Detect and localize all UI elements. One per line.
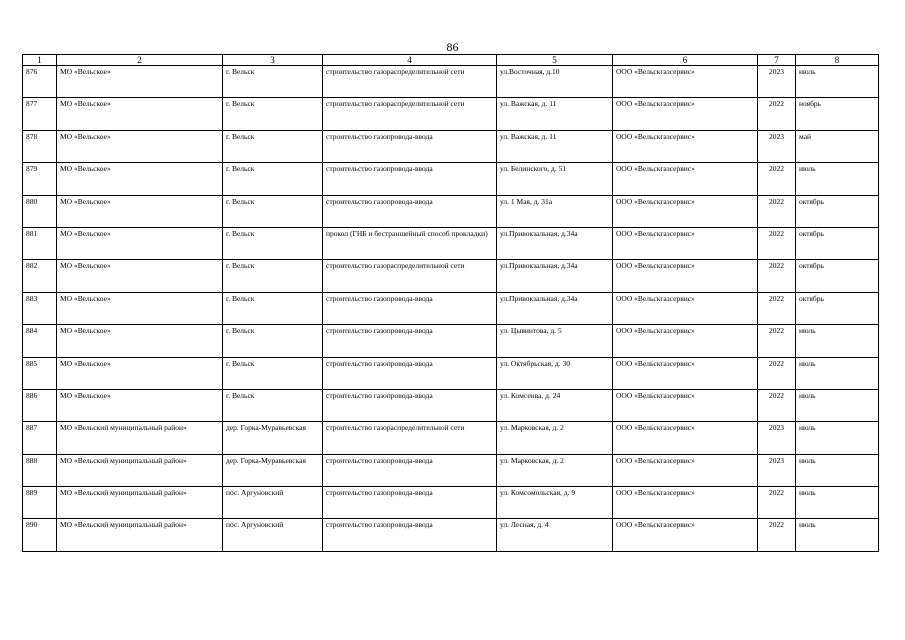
cell-row-number: 879: [23, 163, 57, 195]
cell-contractor: ООО «Вельскгазсервис»: [613, 195, 758, 227]
cell-year: 2023: [758, 66, 796, 98]
cell-year: 2022: [758, 292, 796, 324]
cell-municipality: МО «Вельское»: [57, 195, 223, 227]
cell-address: ул. Марковская, д. 2: [497, 454, 613, 486]
column-header: 1: [23, 55, 57, 66]
cell-municipality: МО «Вельское»: [57, 389, 223, 421]
cell-month: июль: [796, 325, 879, 357]
table-row: [23, 519, 879, 551]
cell-settlement: г. Вельск: [223, 130, 323, 162]
cell-month: июль: [796, 422, 879, 454]
table-row: [23, 227, 879, 259]
table-body: [23, 66, 879, 552]
cell-work-type: строительство газопровода-ввода: [323, 292, 497, 324]
cell-municipality: МО «Вельский муниципальный район»: [57, 519, 223, 551]
cell-row-number: 885: [23, 357, 57, 389]
cell-settlement: пос. Аргуновский: [223, 519, 323, 551]
cell-contractor: ООО «Вельскгазсервис»: [613, 260, 758, 292]
table-row: [23, 66, 879, 98]
cell-address: ул.Привокзальная, д.34а: [497, 260, 613, 292]
cell-contractor: ООО «Вельскгазсервис»: [613, 325, 758, 357]
cell-contractor: ООО «Вельскгазсервис»: [613, 292, 758, 324]
cell-contractor: ООО «Вельскгазсервис»: [613, 487, 758, 519]
column-header: 2: [57, 55, 223, 66]
cell-year: 2022: [758, 325, 796, 357]
column-header: 6: [613, 55, 758, 66]
table-row: [23, 487, 879, 519]
cell-month: июль: [796, 163, 879, 195]
table-row: [23, 130, 879, 162]
cell-month: июль: [796, 389, 879, 421]
cell-work-type: строительство газораспределительной сети: [323, 260, 497, 292]
cell-year: 2022: [758, 98, 796, 130]
cell-row-number: 887: [23, 422, 57, 454]
cell-contractor: ООО «Вельскгазсервис»: [613, 130, 758, 162]
cell-municipality: МО «Вельское»: [57, 66, 223, 98]
cell-work-type: строительство газопровода-ввода: [323, 357, 497, 389]
cell-address: ул.Восточная, д.10: [497, 66, 613, 98]
cell-settlement: г. Вельск: [223, 325, 323, 357]
table-header: [23, 55, 879, 66]
cell-month: июль: [796, 66, 879, 98]
cell-settlement: г. Вельск: [223, 260, 323, 292]
page-number: 86: [446, 40, 459, 54]
cell-work-type: строительство газопровода-ввода: [323, 519, 497, 551]
cell-contractor: ООО «Вельскгазсервис»: [613, 389, 758, 421]
cell-year: 2022: [758, 227, 796, 259]
cell-year: 2022: [758, 195, 796, 227]
cell-year: 2022: [758, 389, 796, 421]
cell-row-number: 880: [23, 195, 57, 227]
cell-work-type: строительство газопровода-ввода: [323, 163, 497, 195]
cell-contractor: ООО «Вельскгазсервис»: [613, 66, 758, 98]
cell-row-number: 883: [23, 292, 57, 324]
cell-address: ул. Белинского, д. 51: [497, 163, 613, 195]
cell-address: ул. Комсомольская, д. 9: [497, 487, 613, 519]
cell-row-number: 884: [23, 325, 57, 357]
cell-contractor: ООО «Вельскгазсервис»: [613, 227, 758, 259]
cell-municipality: МО «Вельский муниципальный район»: [57, 454, 223, 486]
cell-work-type: строительство газопровода-ввода: [323, 325, 497, 357]
cell-settlement: г. Вельск: [223, 66, 323, 98]
cell-contractor: ООО «Вельскгазсервис»: [613, 357, 758, 389]
cell-row-number: 878: [23, 130, 57, 162]
cell-month: октябрь: [796, 292, 879, 324]
cell-row-number: 886: [23, 389, 57, 421]
cell-month: июль: [796, 357, 879, 389]
cell-row-number: 881: [23, 227, 57, 259]
table-row: [23, 454, 879, 486]
cell-month: июль: [796, 454, 879, 486]
cell-contractor: ООО «Вельскгазсервис»: [613, 519, 758, 551]
column-header: 8: [796, 55, 879, 66]
table-row: [23, 389, 879, 421]
cell-settlement: г. Вельск: [223, 195, 323, 227]
cell-contractor: ООО «Вельскгазсервис»: [613, 98, 758, 130]
cell-month: июль: [796, 519, 879, 551]
cell-address: ул. Лесная, д. 4: [497, 519, 613, 551]
column-header: 7: [758, 55, 796, 66]
cell-work-type: строительство газопровода-ввода: [323, 195, 497, 227]
cell-row-number: 889: [23, 487, 57, 519]
cell-address: ул. 1 Мая, д. 31а: [497, 195, 613, 227]
cell-settlement: г. Вельск: [223, 227, 323, 259]
cell-work-type: прокол (ГНБ и бестраншейный способ прокладки): [323, 227, 497, 259]
cell-address: ул. Цывинтова, д. 5: [497, 325, 613, 357]
cell-municipality: МО «Вельское»: [57, 130, 223, 162]
cell-month: октябрь: [796, 227, 879, 259]
column-header: 3: [223, 55, 323, 66]
cell-contractor: ООО «Вельскгазсервис»: [613, 163, 758, 195]
cell-settlement: пос. Аргуновский: [223, 487, 323, 519]
cell-address: ул. Важская, д. 11: [497, 98, 613, 130]
table-row: [23, 163, 879, 195]
cell-settlement: г. Вельск: [223, 357, 323, 389]
cell-year: 2022: [758, 260, 796, 292]
cell-year: 2023: [758, 130, 796, 162]
cell-address: ул. Марковская, д. 2: [497, 422, 613, 454]
cell-settlement: г. Вельск: [223, 389, 323, 421]
table-row: [23, 195, 879, 227]
table-row: [23, 357, 879, 389]
cell-year: 2023: [758, 422, 796, 454]
table-row: [23, 98, 879, 130]
cell-address: ул. Важская, д. 11: [497, 130, 613, 162]
cell-settlement: дер. Горка-Муравьевская: [223, 422, 323, 454]
cell-year: 2023: [758, 454, 796, 486]
cell-work-type: строительство газопровода-ввода: [323, 487, 497, 519]
cell-work-type: строительство газораспределительной сети: [323, 98, 497, 130]
cell-municipality: МО «Вельский муниципальный район»: [57, 422, 223, 454]
cell-municipality: МО «Вельский муниципальный район»: [57, 487, 223, 519]
cell-settlement: дер. Горка-Муравьевская: [223, 454, 323, 486]
header-row: [23, 55, 879, 66]
cell-work-type: строительство газопровода-ввода: [323, 130, 497, 162]
table-row: [23, 422, 879, 454]
table-row: [23, 292, 879, 324]
cell-settlement: г. Вельск: [223, 292, 323, 324]
cell-address: ул. Октябрьская, д. 30: [497, 357, 613, 389]
cell-row-number: 882: [23, 260, 57, 292]
cell-work-type: строительство газораспределительной сети: [323, 422, 497, 454]
cell-municipality: МО «Вельское»: [57, 292, 223, 324]
cell-month: ноябрь: [796, 98, 879, 130]
cell-year: 2022: [758, 163, 796, 195]
cell-municipality: МО «Вельское»: [57, 260, 223, 292]
cell-work-type: строительство газопровода-ввода: [323, 454, 497, 486]
cell-month: октябрь: [796, 195, 879, 227]
cell-settlement: г. Вельск: [223, 163, 323, 195]
table-row: [23, 260, 879, 292]
cell-contractor: ООО «Вельскгазсервис»: [613, 454, 758, 486]
cell-work-type: строительство газопровода-ввода: [323, 389, 497, 421]
cell-year: 2022: [758, 357, 796, 389]
table-row: [23, 325, 879, 357]
cell-municipality: МО «Вельское»: [57, 325, 223, 357]
cell-month: май: [796, 130, 879, 162]
cell-row-number: 876: [23, 66, 57, 98]
cell-contractor: ООО «Вельскгазсервис»: [613, 422, 758, 454]
cell-municipality: МО «Вельское»: [57, 227, 223, 259]
cell-row-number: 888: [23, 454, 57, 486]
cell-year: 2022: [758, 487, 796, 519]
cell-year: 2022: [758, 519, 796, 551]
column-header: 5: [497, 55, 613, 66]
cell-row-number: 877: [23, 98, 57, 130]
cell-address: ул.Привокзальная, д.34а: [497, 227, 613, 259]
column-header: 4: [323, 55, 497, 66]
cell-work-type: строительство газораспределительной сети: [323, 66, 497, 98]
cell-settlement: г. Вельск: [223, 98, 323, 130]
cell-month: октябрь: [796, 260, 879, 292]
cell-municipality: МО «Вельское»: [57, 98, 223, 130]
cell-municipality: МО «Вельское»: [57, 357, 223, 389]
document-table: [22, 54, 879, 552]
cell-municipality: МО «Вельское»: [57, 163, 223, 195]
cell-address: ул. Комсенва, д. 24: [497, 389, 613, 421]
cell-row-number: 890: [23, 519, 57, 551]
cell-month: июль: [796, 487, 879, 519]
cell-address: ул.Привокзальная, д.34а: [497, 292, 613, 324]
